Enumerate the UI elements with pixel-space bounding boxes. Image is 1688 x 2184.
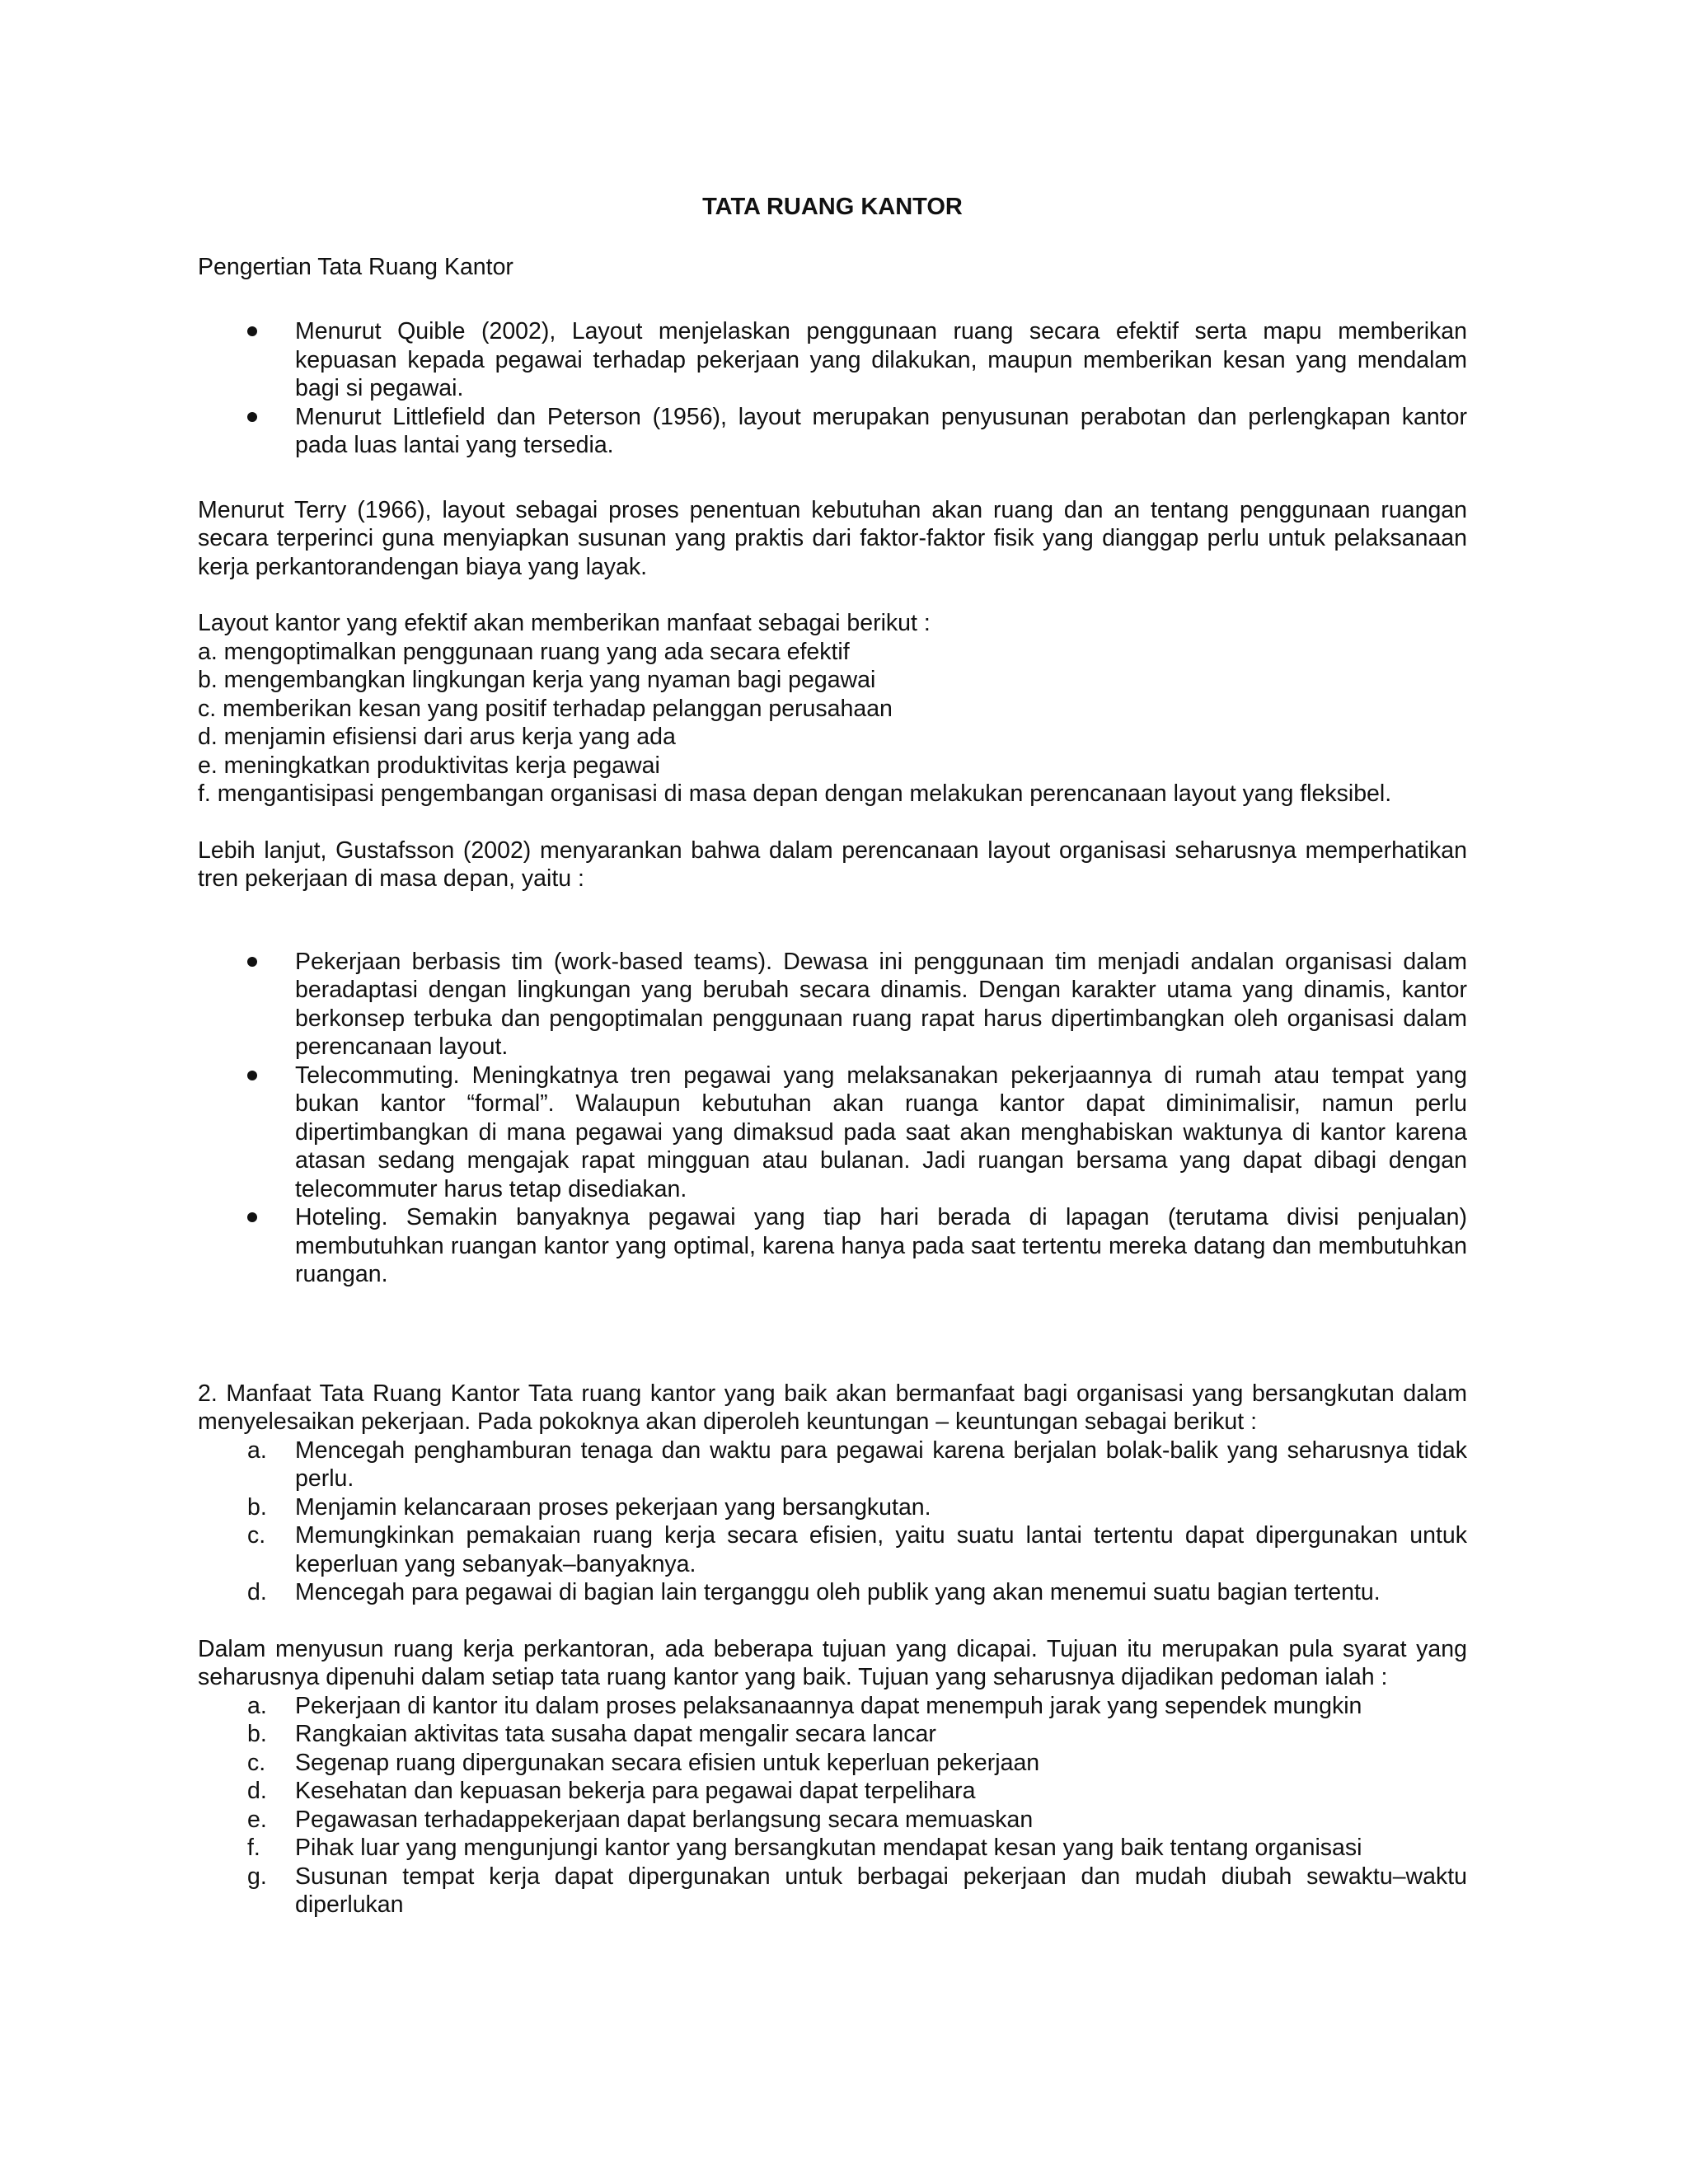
list-item [198, 1493, 1467, 1522]
list-item-text: Pegawasan terhadappekerjaan dapat berlangsung secara memuaskan [295, 1806, 1034, 1833]
list-marker: b. [247, 1493, 267, 1521]
list-item [198, 1062, 1467, 1204]
list-item [198, 1692, 1467, 1721]
document-body [198, 193, 1467, 1919]
list-item-text: Menurut Littlefield dan Peterson (1956), layout merupakan penyusunan perabotan dan perlengkapan kantor pada luas lantai yang tersedia. [295, 403, 1467, 458]
document-title: TATA RUANG KANTOR [702, 194, 963, 220]
manfaat-paragraph: 2. Manfaat Tata Ruang Kantor Tata ruang kantor yang baik akan bermanfaat bagi organisasi yang bersangkutan dalam menyelesaikan pekerjaan. Pada pokoknya akan diperoleh keuntungan – keuntungan sebagai berikut : [198, 1380, 1467, 1435]
list-item [198, 948, 1467, 1062]
list-item [198, 317, 1467, 403]
list-item: c. memberikan kesan yang positif terhadap pelanggan perusahaan [198, 695, 893, 722]
list-item [198, 1521, 1467, 1578]
list-item [198, 1834, 1467, 1863]
list-item-text: Mencegah penghamburan tenaga dan waktu para pegawai karena berjalan bolak-balik yang seharusnya tidak perlu. [295, 1436, 1467, 1492]
list-marker: b. [247, 1721, 267, 1747]
section-heading: Pengertian Tata Ruang Kantor [198, 253, 513, 280]
list-item-text: Hoteling. Semakin banyaknya pegawai yang tiap hari berada di lapagan (terutama divisi penjualan) membutuhkan ruangan kantor yang optimal, karena hanya pada saat tertentu mereka datang dan membutuhkan ruangan. [295, 1204, 1467, 1287]
list-item-text: Pekerjaan berbasis tim (work-based teams). Dewasa ini penggunaan tim menjadi andalan organisasi dalam beradaptasi dengan lingkungan yang berubah secara dinamis. Dengan karakter utama yang dinamis, kantor berkonsep terbuka dan pengoptimalan penggunaan ruang rapat harus dipertimbangkan oleh organisasi dalam perencanaan layout. [295, 948, 1467, 1060]
list-item: d. menjamin efisiensi dari arus kerja yang ada [198, 724, 676, 750]
list-item-text: Rangkaian aktivitas tata susaha dapat mengalir secara lancar [295, 1721, 936, 1747]
list-marker: a. [247, 1692, 267, 1719]
list-item: e. meningkatkan produktivitas kerja pegawai [198, 752, 660, 779]
bullet-icon [247, 957, 257, 967]
list-item-text: Pihak luar yang mengunjungi kantor yang bersangkutan mendapat kesan yang baik tentang organisasi [295, 1835, 1362, 1861]
list-item [198, 1777, 1467, 1806]
bullet-icon [247, 1212, 257, 1222]
list-item [198, 1203, 1467, 1289]
definition-list [198, 317, 1467, 460]
list-item [198, 1749, 1467, 1778]
list-item-text: Susunan tempat kerja dapat dipergunakan untuk berbagai pekerjaan dan mudah diubah sewaktu–waktu diperlukan [295, 1863, 1467, 1918]
trends-list [198, 948, 1467, 1289]
list-item [198, 403, 1467, 460]
manfaat-list [198, 1436, 1467, 1607]
list-item-text: Memungkinkan pemakaian ruang kerja secara efisien, yaitu suatu lantai tertentu dapat dipergunakan untuk keperluan yang sebanyak–banyaknya. [295, 1522, 1467, 1577]
list-item [198, 1863, 1467, 1919]
gustafsson-paragraph: Lebih lanjut, Gustafsson (2002) menyarankan bahwa dalam perencanaan layout organisasi seharusnya memperhatikan tren pekerjaan di masa depan, yaitu : [198, 837, 1467, 892]
list-marker: c. [247, 1749, 266, 1776]
list-item: f. mengantisipasi pengembangan organisasi di masa depan dengan melakukan perencanaan layout yang fleksibel. [198, 780, 1392, 807]
list-item-text: Telecommuting. Meningkatnya tren pegawai yang melaksanakan pekerjaannya di rumah atau tempat yang bukan kantor “formal”. Walaupun kebutuhan akan ruanga kantor dapat diminimalisir, namun perlu dipertimbangkan di mana pegawai yang dimaksud pada saat akan menghabiskan waktunya di kantor karena atasan sedang mengajak rapat mingguan atau bulanan. Jadi ruangan bersama yang dapat dibagi dengan telecommuter harus tetap disediakan. [295, 1062, 1467, 1202]
list-marker: d. [247, 1778, 267, 1804]
list-item [198, 1806, 1467, 1835]
list-item-text: Pekerjaan di kantor itu dalam proses pelaksanaannya dapat menempuh jarak yang sependek mungkin [295, 1692, 1362, 1719]
bullet-icon [247, 326, 257, 336]
list-item-text: Menurut Quible (2002), Layout menjelaskan penggunaan ruang secara efektif serta mapu memberikan kepuasan kepada pegawai terhadap pekerjaan yang dilakukan, maupun memberikan kesan yang mendalam bagi si pegawai. [295, 318, 1467, 401]
list-item [198, 1720, 1467, 1749]
list-marker: f. [247, 1835, 260, 1861]
list-item-text: Kesehatan dan kepuasan bekerja para pegawai dapat terpelihara [295, 1778, 976, 1804]
bullet-icon [247, 1071, 257, 1080]
list-marker: g. [247, 1863, 267, 1890]
list-item-text: Segenap ruang dipergunakan secara efisien untuk keperluan pekerjaan [295, 1749, 1040, 1776]
list-marker: d. [247, 1579, 267, 1605]
terry-paragraph: Menurut Terry (1966), layout sebagai proses penentuan kebutuhan akan ruang dan an tentang penggunaan ruangan secara terperinci guna menyiapkan susunan yang praktis dari faktor-faktor fisik yang dianggap perlu untuk pelaksanaan kerja perkantorandengan biaya yang layak. [198, 496, 1467, 580]
bullet-icon [247, 412, 257, 422]
tujuan-list [198, 1692, 1467, 1919]
list-marker: c. [247, 1522, 266, 1549]
benefits-block [198, 609, 1467, 808]
list-marker: a. [247, 1436, 267, 1464]
list-item [198, 1578, 1467, 1607]
benefits-intro: Layout kantor yang efektif akan memberikan manfaat sebagai berikut : [198, 610, 931, 636]
list-marker: e. [247, 1806, 267, 1833]
list-item [198, 1436, 1467, 1493]
list-item: a. mengoptimalkan penggunaan ruang yang ada secara efektif [198, 638, 850, 665]
tujuan-paragraph: Dalam menyusun ruang kerja perkantoran, ada beberapa tujuan yang dicapai. Tujuan itu merupakan pula syarat yang seharusnya dipenuhi dalam setiap tata ruang kantor yang baik. Tujuan yang seharusnya dijadikan pedoman ialah : [198, 1635, 1467, 1690]
list-item-text: Mencegah para pegawai di bagian lain terganggu oleh publik yang akan menemui suatu bagian tertentu. [295, 1579, 1381, 1605]
list-item: b. mengembangkan lingkungan kerja yang nyaman bagi pegawai [198, 667, 876, 693]
list-item-text: Menjamin kelancaraan proses pekerjaan yang bersangkutan. [295, 1493, 931, 1521]
